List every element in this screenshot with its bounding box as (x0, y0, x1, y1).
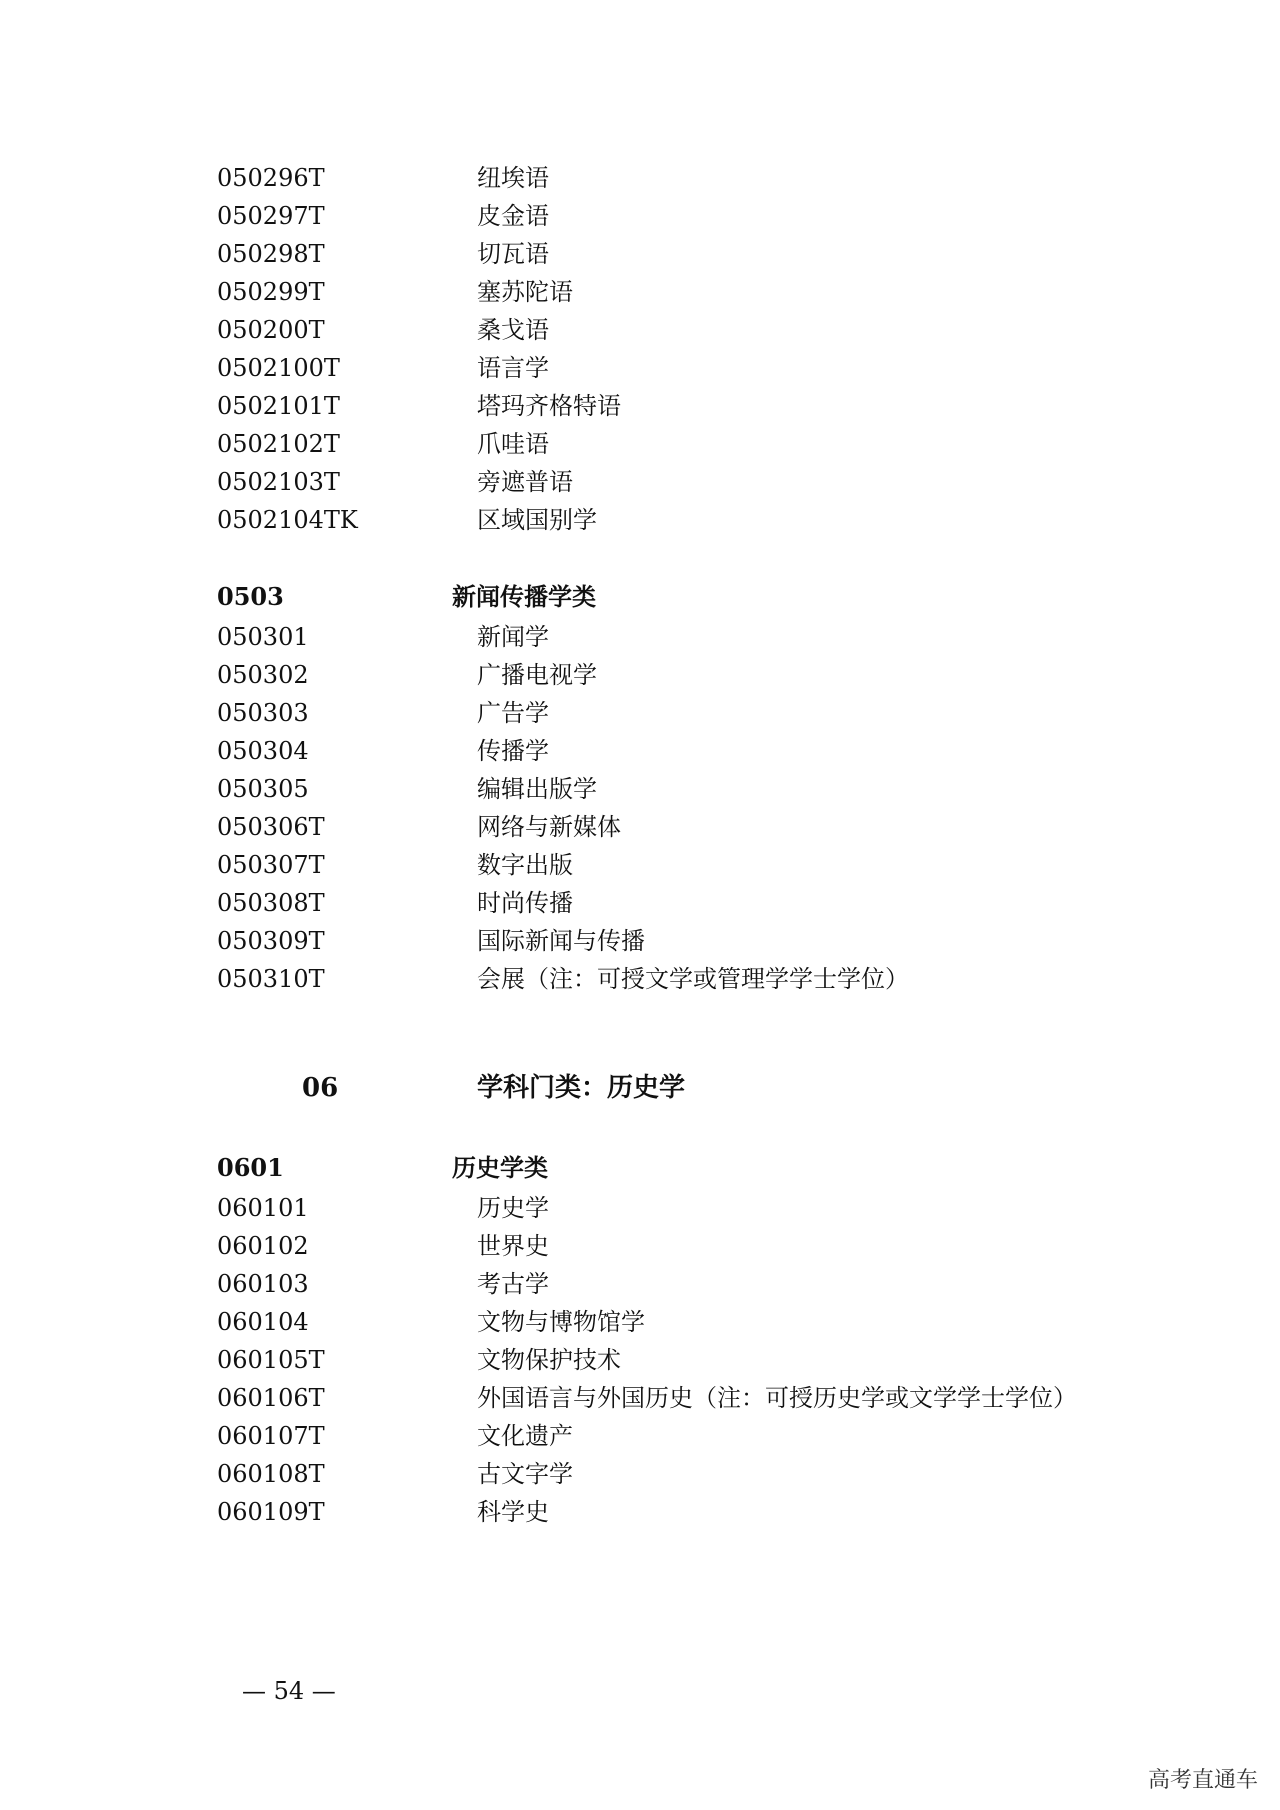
major-code: 060107T (217, 1422, 325, 1450)
major-name: 皮金语 (477, 202, 549, 230)
class-name: 历史学类 (452, 1153, 548, 1182)
major-code: 060108T (217, 1460, 325, 1488)
table-row (0, 1265, 1280, 1303)
major-name: 国际新闻与传播 (477, 927, 645, 955)
major-name: 塞苏陀语 (477, 278, 573, 306)
table-row (0, 1341, 1280, 1379)
major-name: 文物与博物馆学 (477, 1308, 645, 1336)
section-header (0, 578, 1280, 616)
table-row (0, 1379, 1280, 1417)
major-code: 0502100T (217, 354, 340, 382)
major-code: 050308T (217, 889, 325, 917)
major-name: 纽埃语 (477, 164, 549, 192)
table-row (0, 159, 1280, 197)
table-row (0, 770, 1280, 808)
major-name: 新闻学 (477, 623, 549, 651)
major-code: 0502102T (217, 430, 340, 458)
table-row (0, 349, 1280, 387)
major-name: 文物保护技术 (477, 1346, 621, 1374)
major-name: 编辑出版学 (477, 775, 597, 803)
major-code: 050296T (217, 164, 325, 192)
major-code: 050297T (217, 202, 325, 230)
table-row (0, 846, 1280, 884)
major-code: 060109T (217, 1498, 325, 1526)
table-row (0, 1189, 1280, 1227)
section-header (0, 1149, 1280, 1187)
major-code: 050302 (217, 661, 309, 689)
major-code: 0502101T (217, 392, 340, 420)
major-code: 060102 (217, 1232, 309, 1260)
major-name: 语言学 (477, 354, 549, 382)
major-code: 060106T (217, 1384, 325, 1412)
major-name: 区域国别学 (477, 506, 597, 534)
major-code: 050310T (217, 965, 325, 993)
table-row (0, 922, 1280, 960)
table-row (0, 694, 1280, 732)
major-code: 0502104TK (217, 506, 358, 534)
major-name: 世界史 (477, 1232, 549, 1260)
major-name: 数字出版 (477, 851, 573, 879)
class-name: 新闻传播学类 (452, 582, 596, 611)
major-name: 塔玛齐格特语 (477, 392, 621, 420)
major-name: 广告学 (477, 699, 549, 727)
table-row (0, 618, 1280, 656)
major-code: 050305 (217, 775, 309, 803)
major-name: 会展（注：可授文学或管理学学士学位） (477, 965, 909, 993)
table-row (0, 656, 1280, 694)
major-code: 0502103T (217, 468, 340, 496)
table-row (0, 197, 1280, 235)
major-code: 050200T (217, 316, 325, 344)
major-code: 050303 (217, 699, 309, 727)
table-row (0, 960, 1280, 998)
major-name: 考古学 (477, 1270, 549, 1298)
major-code: 050306T (217, 813, 325, 841)
table-row (0, 884, 1280, 922)
table-row (0, 501, 1280, 539)
category-code: 06 (302, 1073, 339, 1103)
table-row (0, 273, 1280, 311)
major-name: 切瓦语 (477, 240, 549, 268)
major-code: 050307T (217, 851, 325, 879)
table-row (0, 1455, 1280, 1493)
table-row (0, 311, 1280, 349)
major-name: 时尚传播 (477, 889, 573, 917)
major-name: 古文字学 (477, 1460, 573, 1488)
major-code: 060105T (217, 1346, 325, 1374)
table-row (0, 1493, 1280, 1531)
major-name: 旁遮普语 (477, 468, 573, 496)
major-name: 广播电视学 (477, 661, 597, 689)
major-code: 060103 (217, 1270, 309, 1298)
major-code: 050304 (217, 737, 309, 765)
class-code: 0503 (217, 582, 284, 611)
major-code: 050309T (217, 927, 325, 955)
major-code: 050298T (217, 240, 325, 268)
major-name: 桑戈语 (477, 316, 549, 344)
category-name: 学科门类：历史学 (477, 1073, 686, 1103)
table-row (0, 808, 1280, 846)
major-name: 历史学 (477, 1194, 549, 1222)
table-row (0, 1303, 1280, 1341)
major-code: 060104 (217, 1308, 309, 1336)
major-name: 文化遗产 (477, 1422, 573, 1450)
table-row (0, 1417, 1280, 1455)
page-number: — 54 — (242, 1677, 336, 1705)
major-name: 爪哇语 (477, 430, 549, 458)
major-code: 060101 (217, 1194, 309, 1222)
major-name: 科学史 (477, 1498, 549, 1526)
table-row (0, 463, 1280, 501)
class-code: 0601 (217, 1153, 284, 1182)
discipline-category (0, 1067, 1280, 1109)
watermark: 高考直通车 (1147, 1768, 1258, 1793)
table-row (0, 425, 1280, 463)
major-name: 网络与新媒体 (477, 813, 621, 841)
table-row (0, 387, 1280, 425)
table-row (0, 732, 1280, 770)
major-code: 050301 (217, 623, 309, 651)
table-row (0, 1227, 1280, 1265)
table-row (0, 235, 1280, 273)
major-name: 外国语言与外国历史（注：可授历史学或文学学士学位） (477, 1384, 1077, 1412)
major-name: 传播学 (477, 737, 549, 765)
major-code: 050299T (217, 278, 325, 306)
